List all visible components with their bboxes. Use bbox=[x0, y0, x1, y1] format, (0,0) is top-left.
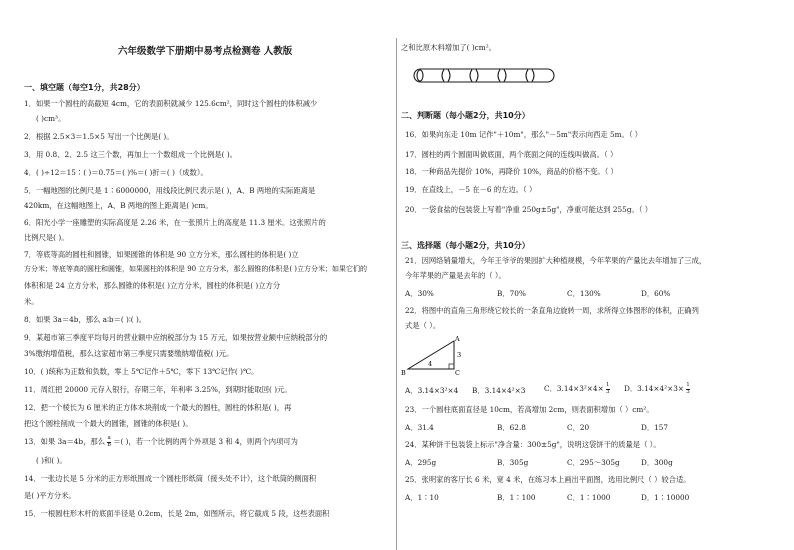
q25-option-d: D．1∶10000 bbox=[641, 493, 690, 502]
q21-option-c: C．130% bbox=[567, 289, 601, 298]
q13-frac-num: a bbox=[107, 435, 111, 441]
q16: 16．如果向东走 10m 记作"＋10m"，那么"－5m"表示向西走 5m。（ ） bbox=[405, 130, 643, 139]
q23-option-c: C．20 bbox=[567, 423, 590, 432]
q22-c-frac-den: 3 bbox=[606, 388, 610, 395]
q9-line1: 9．某超市第三季度平均每月的营业额中应纳税部分为 15 万元，如果按营业额中应纳税部分的 bbox=[24, 333, 328, 342]
q23: 23．一个圆柱底面直径是 10cm，若高增加 2cm，则表面积增加（ ）cm²。 bbox=[405, 405, 654, 414]
q22-c-frac-num: 1 bbox=[606, 382, 610, 388]
q18: 18．一种商品先提价 10%，再降价 10%，商品的价格不变。（ ） bbox=[405, 167, 618, 176]
label-b: B bbox=[401, 369, 406, 377]
q22-d-fraction bbox=[686, 383, 690, 395]
section-choice-heading: 三、选择题（每小题2分，共10分） bbox=[401, 241, 530, 250]
q2: 2．根据 2.5×3＝1.5×5 写出一个比例是( )。 bbox=[24, 132, 174, 141]
q13-frac-den: b bbox=[107, 441, 111, 448]
q10: 10．( )统称为正数和负数，零上 5℃记作＋5℃，零下 13℃记作( )℃。 bbox=[24, 367, 259, 376]
q17: 17．圆柱的两个圆面叫做底面，两个底面之间的连线叫做高。（ ） bbox=[405, 150, 618, 159]
q12-line2: 把这个圆柱削成一个最大的圆锥，圆锥的体积是( )。 bbox=[24, 419, 193, 428]
q22-d-frac-num: 1 bbox=[686, 382, 690, 388]
q24-option-d: D．300g bbox=[641, 458, 673, 467]
column-divider bbox=[396, 38, 397, 550]
q5-line1: 5．一幅地图的比例尺是 1∶6000000，用线段比例尺表示是( )，A、B 两地的实际距离是 bbox=[24, 186, 316, 195]
section-fill-heading: 一、填空题（每空1分，共28分） bbox=[24, 83, 145, 92]
q22-d-frac-den: 3 bbox=[686, 388, 690, 395]
q15-line1: 15．一根圆柱形木杆的底面半径是 0.2cm，长是 2m，如图所示，将它截成 5 段，这些表面积 bbox=[24, 509, 330, 518]
q13-fraction bbox=[107, 436, 111, 448]
q23-option-d: D．157 bbox=[641, 423, 669, 432]
q21-line1: 21．因网络销量增大，今年王爷爷的果园扩大种植规模，今年苹果的产量比去年增加了三成， bbox=[405, 256, 707, 265]
q22-line2: 式是（ ）。 bbox=[405, 321, 441, 330]
label-width: 4 bbox=[428, 360, 433, 368]
q20: 20．一袋食盐的包装袋上写着"净重 250g±5g"，净重可能达到 255g。（ ） bbox=[405, 205, 653, 214]
q8: 8．如果 3a＝4b，那么 a∶b＝( )∶( )。 bbox=[24, 315, 147, 324]
q21-line2: 今年苹果的产量是去年的（ ）。 bbox=[405, 271, 506, 280]
q22-option-c bbox=[544, 383, 610, 395]
q22-option-b: B．3.14×4²×3 bbox=[472, 386, 526, 395]
q25-option-c: C．1∶1000 bbox=[567, 493, 611, 502]
q13-line2: ( )和( )。 bbox=[36, 456, 67, 465]
q13-tail: ＝( )，若一个比例的两个外项是 3 和 4，则两个内项可为 bbox=[113, 437, 298, 446]
label-c: C bbox=[455, 369, 460, 377]
q14-line2: 是( )平方分米。 bbox=[24, 491, 76, 500]
q7-line3: 体积和是 24 立方分米，那么圆锥的体积是( )立方分米，圆柱的体积是( )立方分 bbox=[24, 281, 281, 290]
q22-option-a: A．3.14×3²×4 bbox=[405, 386, 459, 395]
q24-option-b: B．305g bbox=[497, 458, 529, 467]
q23-option-b: B．62.8 bbox=[497, 423, 526, 432]
q4: 4．( )÷12＝15∶( )＝0.75＝( )%＝( )折＝( )（成数）。 bbox=[24, 168, 208, 177]
q22-option-d-text: D．3.14×4²×3× bbox=[624, 384, 684, 393]
log-segments-figure bbox=[412, 66, 712, 86]
q19: 19．在直线上，－5 在－6 的左边。（ ） bbox=[405, 185, 537, 194]
q23-option-a: A．31.4 bbox=[405, 423, 434, 432]
q13-line1 bbox=[24, 436, 298, 448]
q7-line4: 米。 bbox=[24, 297, 39, 306]
q7-line2: 方分米；等底等高的圆柱和圆锥，如果圆柱的体积是 90 立方分米，那么圆锥的体积是( )立方分米；如果它们的 bbox=[24, 265, 368, 273]
q25: 25．张明家的客厅长 6 米，宽 4 米，在练习本上画出平面图，选用比例尺（ ）较合适。 bbox=[405, 475, 691, 484]
label-a: A bbox=[455, 335, 460, 343]
page-title: 六年级数学下册期中易考点检测卷 人教版 bbox=[118, 46, 293, 57]
q21-option-a: A．30% bbox=[405, 289, 434, 298]
q1-line1: 1．如果一个圆柱的高截短 4cm，它的表面积就减少 125.6cm²，同时这个圆柱的体积减少 bbox=[24, 99, 318, 108]
q24-option-a: A．295g bbox=[405, 458, 437, 467]
q21-option-d: D．60% bbox=[641, 289, 671, 298]
q21-option-b: B．70% bbox=[497, 289, 526, 298]
q9-line2: 3%缴纳增值税，那么这家超市第三季度只需要缴纳增值税( )元。 bbox=[24, 349, 234, 358]
label-height: 3 bbox=[457, 351, 462, 359]
q22-line1: 22．将图中的直角三角形绕它较长的一条直角边旋转一周，求所得立体图形的体积，正确列 bbox=[405, 306, 699, 315]
section-judge-heading: 二、判断题（每小题2分，共10分） bbox=[401, 111, 530, 120]
q12-line1: 12．把一个棱长为 6 厘米的正方体木块削成一个最大的圆柱，圆柱的体积是( )，再 bbox=[24, 403, 292, 412]
q24: 24．某种饼干包装袋上标示"净含量：300±5g"，说明这袋饼干的质量是（ ）。 bbox=[405, 440, 661, 449]
q3: 3．用 0.8、2、2.5 这三个数，再加上一个数组成一个比例是( )。 bbox=[24, 150, 237, 159]
q6-line1: 6．阳光小学一座雕塑的实际高度是 2.26 米，在一张照片上的高度是 11.3 厘米。这张照片的 bbox=[24, 218, 326, 227]
q22-option-d bbox=[624, 383, 690, 395]
q7-line1: 7．等底等高的圆柱和圆锥，如果圆锥的体积是 90 立方分米，那么圆柱的体积是( )立 bbox=[24, 250, 299, 259]
q13-lead: 13．如果 3a＝4b，那么 bbox=[24, 437, 105, 446]
q5-line2: 420km，在这幅地图上，A、B 两地的图上距离是( )cm。 bbox=[24, 201, 213, 210]
q14-line1: 14．一张边长是 5 分米的正方形纸围成一个圆柱形纸筒（接头处不计），这个纸筒的侧面积 bbox=[24, 474, 317, 483]
q25-option-b: B．1∶100 bbox=[497, 493, 536, 502]
q15-line2: 之和比原木料增加了( )cm²。 bbox=[401, 43, 496, 52]
q22-c-fraction bbox=[606, 383, 610, 395]
q11: 11．周红把 20000 元存入银行，存期三年，年利率 3.25%，到期时能取回( )元。 bbox=[24, 385, 292, 394]
q6-line2: 比例尺是( )。 bbox=[24, 233, 69, 242]
right-triangle-figure bbox=[400, 333, 470, 379]
q25-option-a: A．1∶10 bbox=[405, 493, 439, 502]
q22-option-c-text: C．3.14×3²×4× bbox=[544, 384, 604, 393]
q1-line2: ( )cm³。 bbox=[36, 114, 66, 123]
q24-option-c: C．295～305g bbox=[567, 458, 620, 467]
